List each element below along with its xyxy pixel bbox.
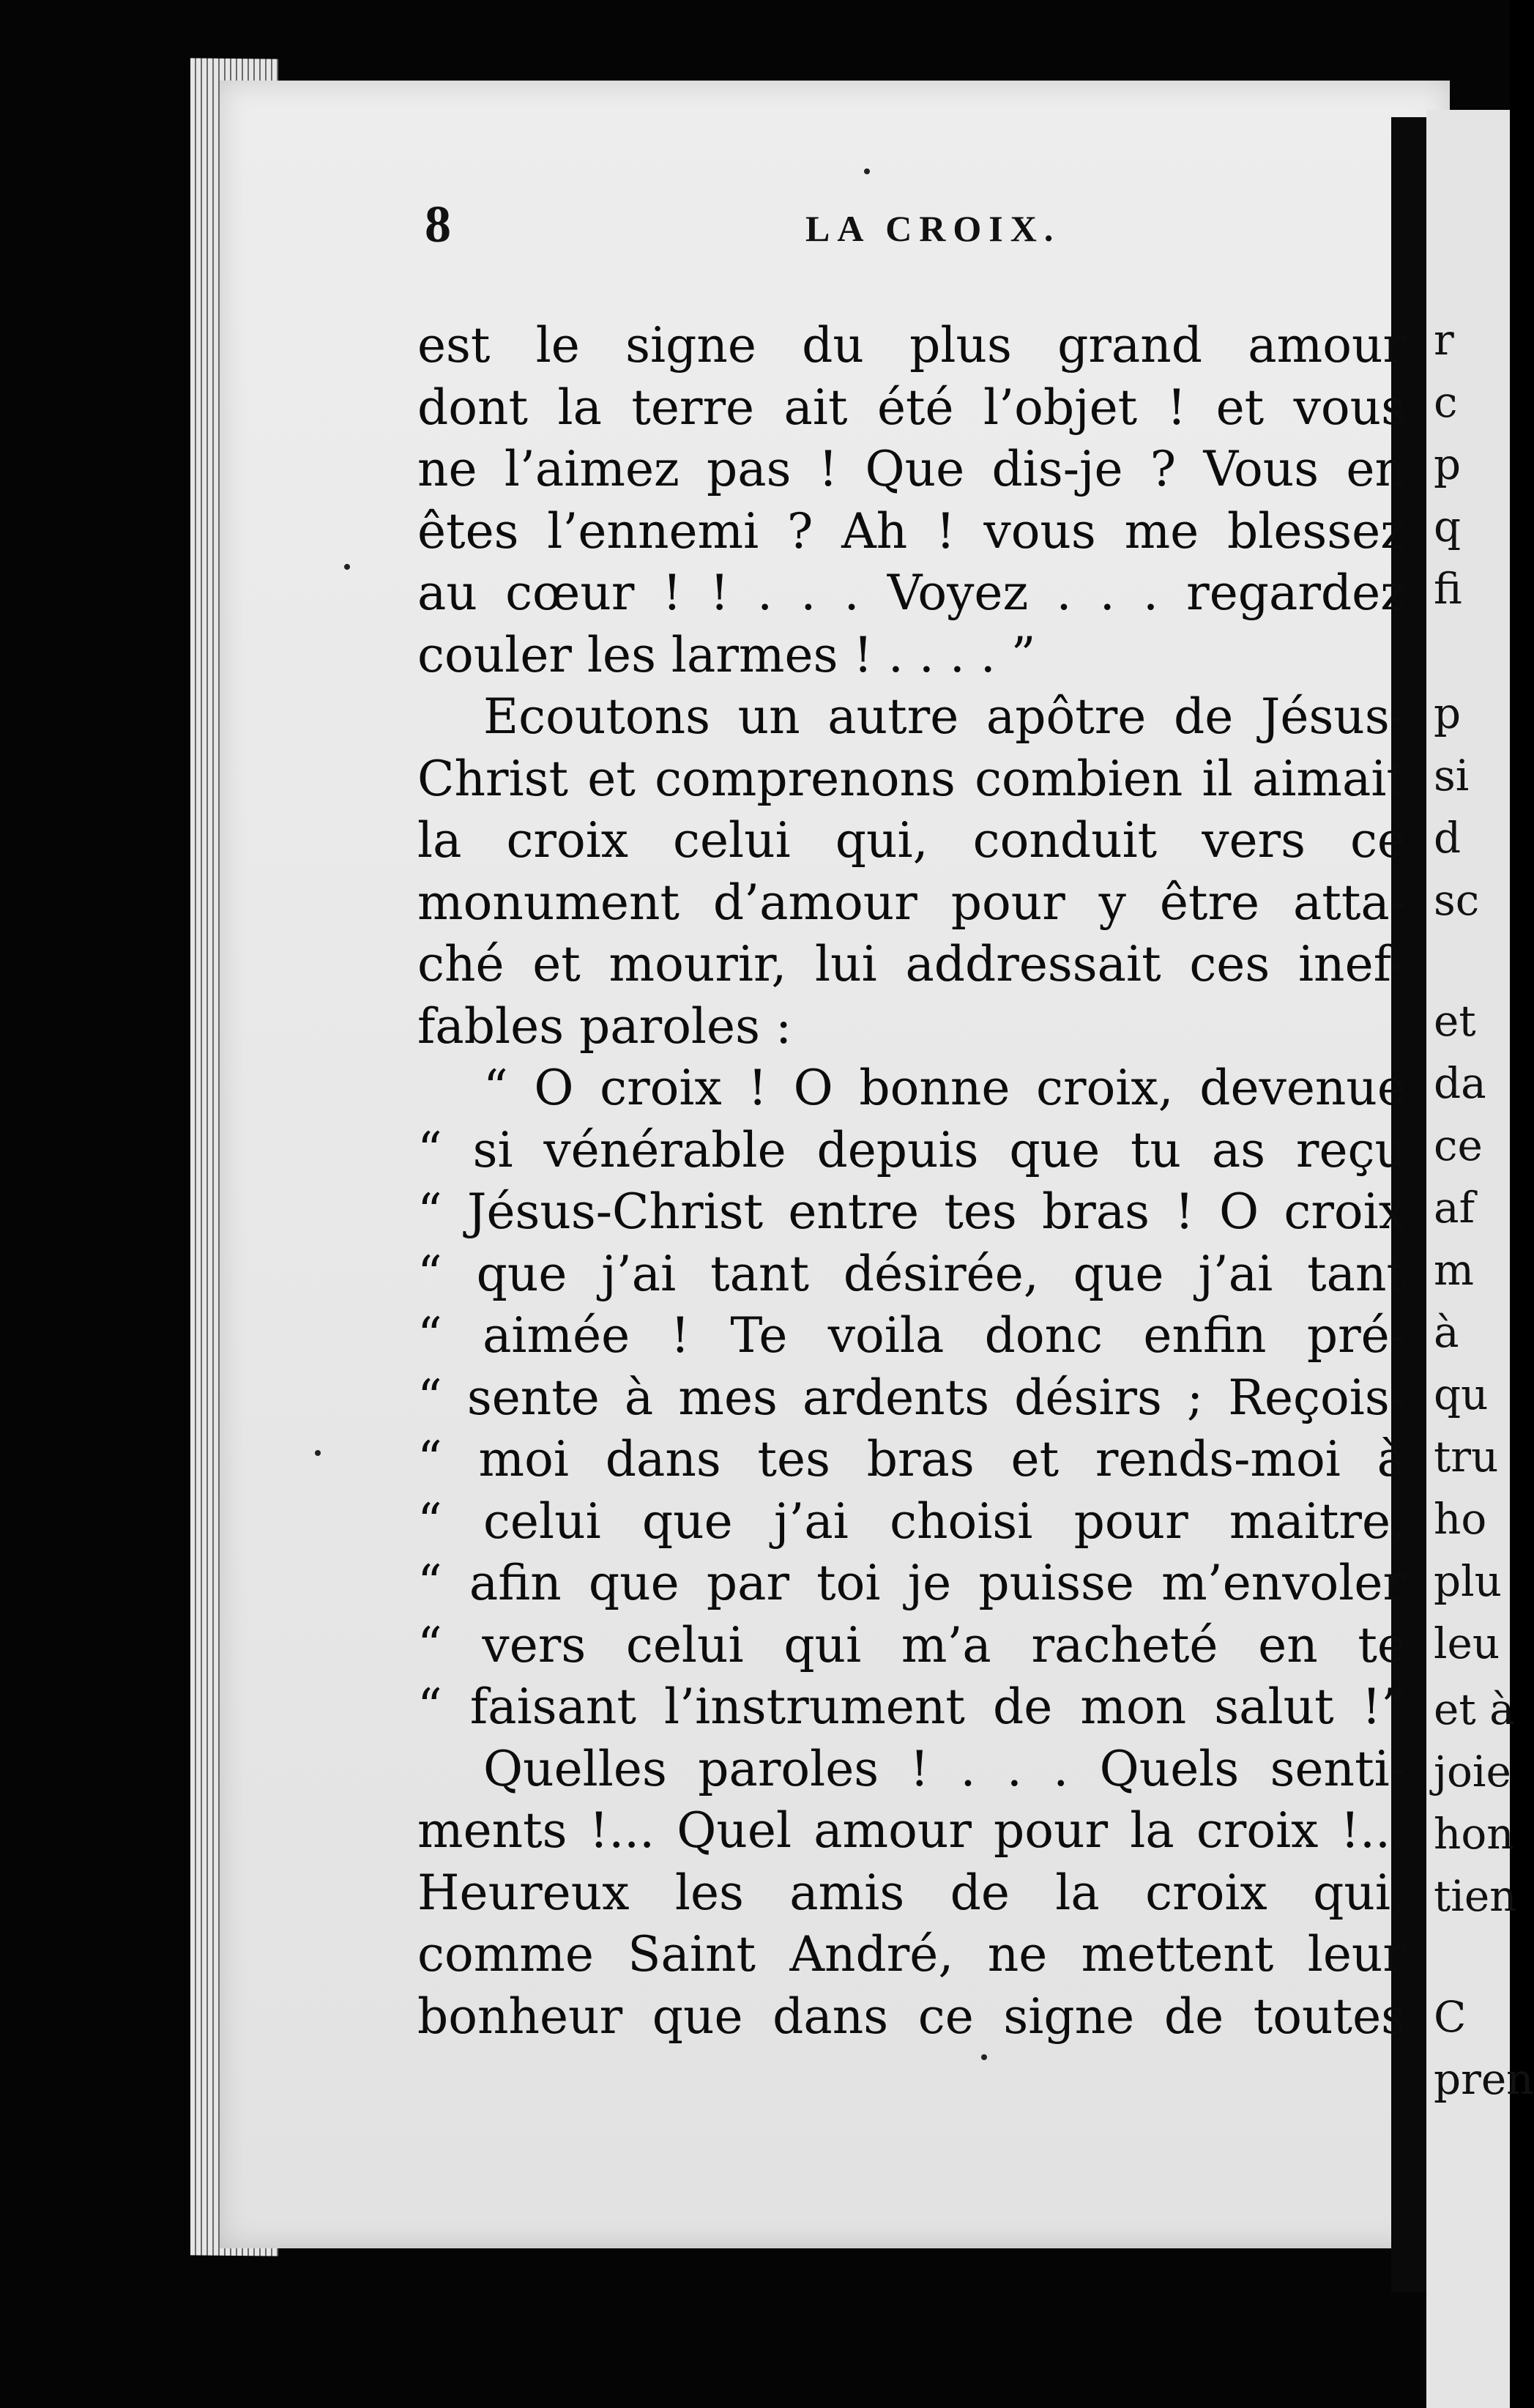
facing-fragment: sc bbox=[1434, 875, 1480, 925]
facing-fragment: et bbox=[1434, 996, 1476, 1046]
paper-speck bbox=[344, 564, 350, 570]
facing-fragment: p bbox=[1434, 439, 1462, 489]
text-line: Christ et comprenons combien il aimait bbox=[417, 750, 1406, 807]
text-line: au cœur ! ! . . . Voyez . . . regardez bbox=[417, 565, 1406, 621]
facing-fragment: C bbox=[1434, 1992, 1467, 2042]
quote-line: “ Jésus-Christ entre tes bras ! O croix bbox=[417, 1183, 1406, 1240]
facing-fragment: tien bbox=[1434, 1871, 1517, 1921]
text-line: la croix celui qui, conduit vers ce bbox=[417, 812, 1406, 869]
quote-line: “ si vénérable depuis que tu as reçu bbox=[417, 1121, 1406, 1178]
facing-fragment: plu bbox=[1434, 1556, 1503, 1606]
facing-page-edge bbox=[1426, 110, 1534, 2408]
quote-line: “ vers celui qui m’a racheté en te bbox=[417, 1616, 1406, 1673]
text-line: êtes l’ennemi ? Ah ! vous me blessez bbox=[417, 502, 1406, 560]
facing-fragment: fi bbox=[1434, 564, 1462, 614]
paper-speck bbox=[864, 168, 870, 174]
quote-line: “ O croix ! O bonne croix, devenue bbox=[483, 1060, 1406, 1116]
text-line: dont la terre ait été l’objet ! et vous bbox=[417, 379, 1406, 436]
facing-fragment: ho bbox=[1434, 1494, 1487, 1544]
text-line: ne l’aimez pas ! Que dis-je ? Vous en bbox=[417, 441, 1406, 497]
paper-speck bbox=[315, 1450, 321, 1456]
facing-fragment: qu bbox=[1434, 1370, 1489, 1419]
facing-fragment: si bbox=[1434, 751, 1470, 800]
facing-fragment: à bbox=[1434, 1307, 1459, 1357]
quote-line: “ sente à mes ardents désirs ; Reçois- bbox=[417, 1369, 1406, 1426]
facing-fragment: pren bbox=[1434, 2054, 1534, 2104]
facing-fragment: r bbox=[1434, 315, 1454, 365]
facing-fragment: m bbox=[1434, 1245, 1474, 1295]
text-line: est le signe du plus grand amour bbox=[417, 317, 1406, 374]
facing-fragment: tru bbox=[1434, 1432, 1499, 1482]
facing-fragment: af bbox=[1434, 1183, 1475, 1233]
text-line: Heureux les amis de la croix qui, bbox=[417, 1864, 1406, 1921]
facing-fragment: p bbox=[1434, 688, 1462, 738]
facing-fragment: leu bbox=[1434, 1619, 1500, 1668]
quote-line: “ celui que j’ai choisi pour maitre, bbox=[417, 1493, 1406, 1550]
paper-speck bbox=[981, 2054, 987, 2060]
text-line: monument d’amour pour y être atta- bbox=[417, 874, 1406, 931]
running-title: LA CROIX. bbox=[805, 208, 1061, 249]
facing-fragment: et à bbox=[1434, 1684, 1515, 1734]
quote-line: “ aimée ! Te voila donc enfin pré- bbox=[417, 1307, 1406, 1364]
facing-fragment: c bbox=[1434, 377, 1458, 427]
facing-fragment: q bbox=[1434, 502, 1462, 551]
quote-line: “ moi dans tes bras et rends-moi à bbox=[417, 1431, 1406, 1487]
body-text bbox=[417, 315, 1406, 2048]
quote-line: “ que j’ai tant désirée, que j’ai tant bbox=[417, 1245, 1406, 1302]
facing-fragment: ce bbox=[1434, 1121, 1483, 1170]
page-number: 8 bbox=[425, 195, 451, 253]
facing-fragment: d bbox=[1434, 813, 1462, 863]
paragraph-start-line: Ecoutons un autre apôtre de Jésus- bbox=[483, 688, 1406, 745]
facing-fragment: da bbox=[1434, 1058, 1486, 1108]
quote-line: “ faisant l’instrument de mon salut !” bbox=[417, 1679, 1406, 1735]
text-line: couler les larmes ! . . . . ” bbox=[417, 626, 1036, 683]
text-line: comme Saint André, ne mettent leur bbox=[417, 1926, 1406, 1982]
text-line: ments !... Quel amour pour la croix !... bbox=[417, 1802, 1406, 1859]
facing-fragment: joie bbox=[1434, 1747, 1511, 1796]
facing-fragment: hon bbox=[1434, 1809, 1514, 1859]
quote-line: “ afin que par toi je puisse m’envoler bbox=[417, 1555, 1406, 1611]
text-line: bonheur que dans ce signe de toutes bbox=[417, 1988, 1406, 2045]
paragraph-start-line: Quelles paroles ! . . . Quels senti- bbox=[483, 1740, 1406, 1797]
text-line: ché et mourir, lui addressait ces inef- bbox=[417, 936, 1406, 992]
text-line: fables paroles : bbox=[417, 997, 792, 1055]
